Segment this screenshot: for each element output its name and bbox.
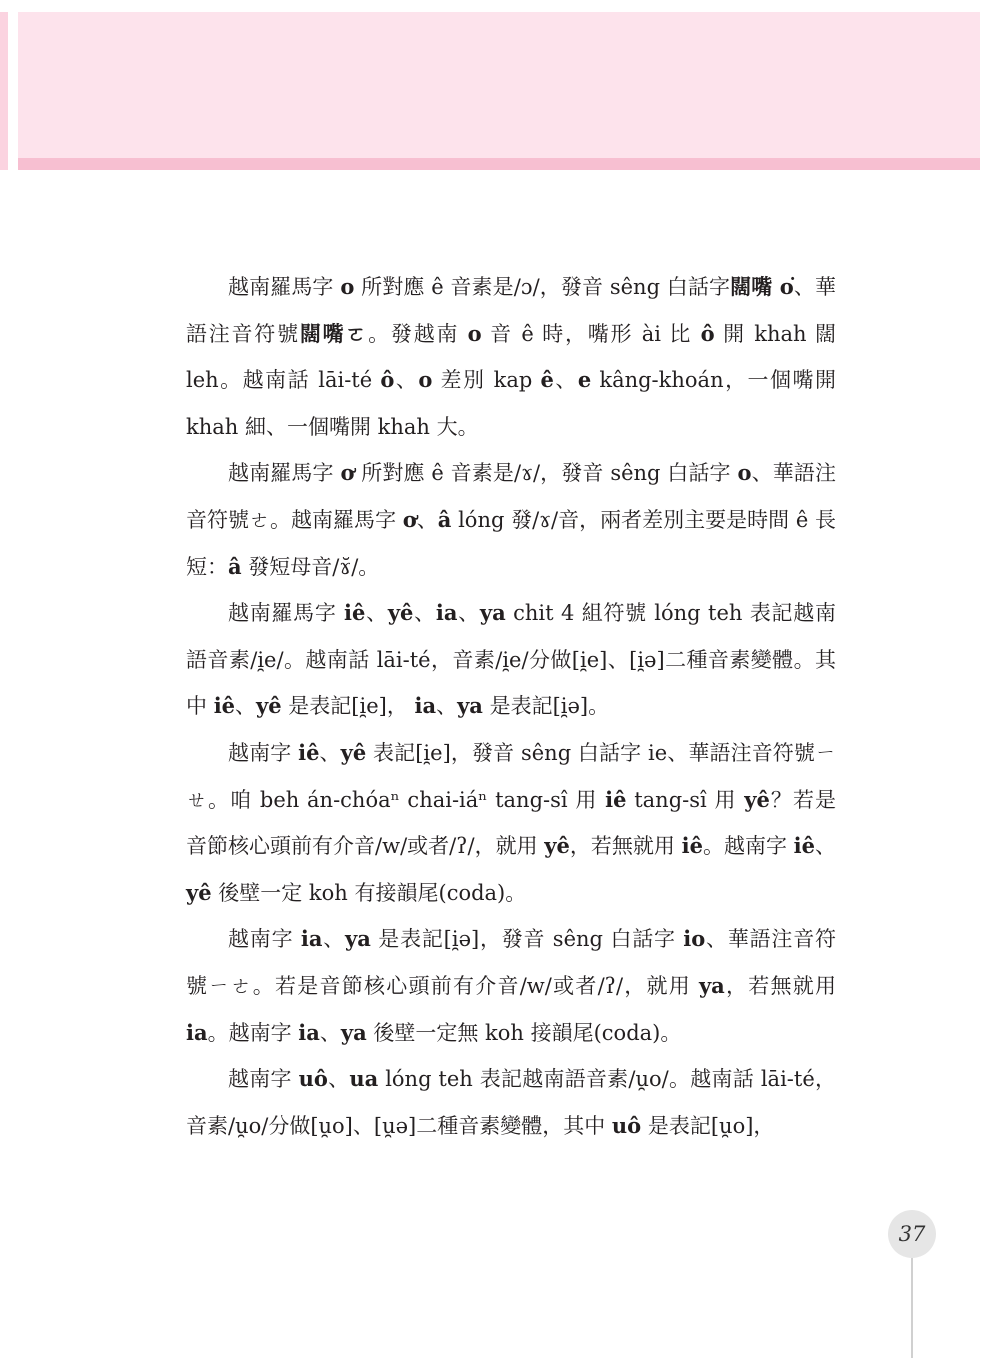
text-run: 、華語注音符號ㄜ。越南羅馬字 — [186, 461, 836, 532]
bold-term: 闊嘴ㄛ — [299, 320, 369, 346]
text-run: 是表記[u̯o]， — [641, 1113, 775, 1138]
text-run: 越南字 — [228, 740, 299, 765]
bold-term: ô — [700, 320, 715, 346]
paragraph — [186, 1056, 836, 1149]
text-run: 開 khah 闊 leh。越南話 lāi-té — [186, 321, 837, 393]
text-run: 所對應 ê 音素是/ɤ/，發音 sêng 白話字 — [354, 461, 738, 486]
bold-term: yê — [340, 739, 367, 765]
text-run: tang-sî 用 — [626, 787, 745, 812]
text-run: 越南羅馬字 — [228, 275, 341, 299]
bold-term: yê — [256, 693, 282, 719]
bold-term: iê — [298, 739, 320, 765]
bold-term: iê — [213, 693, 236, 719]
header-rule — [18, 158, 980, 170]
text-run: 、 — [814, 834, 836, 859]
bold-term: iê — [681, 833, 703, 859]
text-run: lóng 發/ɤ/音，兩者差別主要是時間 ê 長短： — [186, 507, 836, 579]
bold-term: iê — [793, 833, 815, 859]
text-run: 後壁一定 koh 有接韻尾(coda)。 — [211, 880, 527, 905]
text-run: 、華語注音符號 — [186, 275, 836, 346]
bold-term: yê — [387, 600, 414, 626]
text-run: ？若是音節核心頭前有介音/w/或者/ʔ/，就用 — [186, 787, 837, 859]
text-run: 表記[i̯e]，發音 sêng 白話字 ie、華語注音符號ㄧㄝ。咱 beh án-chóaⁿ chai-iáⁿ tang-sî 用 — [186, 740, 837, 812]
page-number-badge — [888, 1210, 936, 1258]
paragraph — [186, 450, 836, 590]
text-run: ，若無就用 — [724, 973, 836, 998]
bold-term: ia — [298, 1019, 320, 1045]
text-run: 差別 kap — [432, 368, 541, 393]
text-run: 、 — [436, 694, 458, 719]
text-run: 是表記[i̯e]， — [281, 694, 415, 719]
text-run: 是表記[i̯ə]。 — [482, 694, 610, 719]
bold-term: o — [340, 274, 355, 299]
header-edge-bar — [0, 12, 8, 170]
paragraph — [186, 916, 836, 1056]
page-number-line — [911, 1258, 913, 1358]
bold-term: ia — [414, 693, 437, 719]
text-run: 、 — [413, 601, 436, 626]
text-run: 、 — [319, 1020, 341, 1045]
bold-term: uô — [298, 1066, 328, 1092]
bold-term: yê — [186, 879, 212, 905]
paragraph — [186, 264, 836, 450]
text-run: 、 — [365, 601, 388, 626]
text-run: 。越南字 — [702, 834, 794, 859]
bold-term: ya — [479, 600, 506, 626]
bold-term: ia — [186, 1019, 208, 1045]
text-run: chit 4 組符號 lóng teh 表記越南語音素/i̯e/。越南話 lāi-té，音素/i̯e/分做[i̯e]、[i̯ə]二種音素變體。其中 — [186, 601, 836, 719]
text-run: 。越南字 — [207, 1020, 299, 1045]
bold-term: e — [577, 367, 592, 393]
body-text — [186, 264, 836, 1149]
text-run: kâng-khoán，一個嘴開 khah 細、一個嘴開 khah 大。 — [186, 368, 837, 439]
text-run: 越南羅馬字 — [228, 461, 341, 486]
bold-term: ia — [300, 926, 323, 952]
text-run: 、 — [322, 927, 346, 952]
bold-term: o — [418, 367, 433, 393]
paragraph — [186, 730, 836, 916]
bold-term: â — [437, 506, 452, 532]
text-run: 、華語注音符號ㄧㄜ。若是音節核心頭前有介音/w/或者/ʔ/，就用 — [186, 927, 836, 998]
text-run: 越南字 — [228, 1067, 299, 1092]
bold-term: ia — [435, 600, 458, 626]
text-run: 、 — [457, 601, 480, 626]
bold-term: ô — [380, 367, 395, 393]
bold-term: yê — [744, 786, 770, 812]
text-run: 。發越南 — [368, 321, 468, 346]
bold-term: ê — [540, 367, 554, 393]
page-number: 37 — [898, 1222, 926, 1246]
bold-term: iê — [605, 786, 627, 812]
bold-term: iê — [344, 600, 366, 626]
paragraph — [186, 590, 836, 730]
bold-term: io — [683, 926, 706, 952]
text-run: 、 — [319, 740, 341, 765]
header-band — [18, 12, 980, 158]
bold-term: o — [737, 460, 752, 486]
text-run: 後壁一定無 koh 接韻尾(coda)。 — [366, 1020, 682, 1045]
text-run: 音 ê 時，嘴形 ài 比 — [481, 321, 701, 346]
bold-term: yê — [544, 833, 570, 859]
text-run: 、 — [327, 1067, 350, 1092]
text-run: 、 — [553, 368, 578, 393]
text-run: 、 — [416, 507, 438, 532]
text-run: 越南字 — [228, 927, 301, 952]
bold-term: ya — [457, 693, 483, 719]
bold-term: ua — [349, 1066, 379, 1092]
text-run: 是表記[i̯ə]，發音 sêng 白話字 — [370, 927, 684, 952]
bold-term: ya — [340, 1019, 367, 1045]
text-run: 所對應 ê 音素是/ɔ/，發音 sêng 白話字 — [354, 275, 731, 299]
text-run: 越南羅馬字 — [228, 601, 345, 626]
bold-term: â — [228, 553, 242, 579]
text-run: 、 — [394, 368, 419, 393]
text-run: lóng teh 表記越南語音素/u̯o/。越南話 lāi-té，音素/u̯o/分做[u̯o]、[u̯ə]二種音素變體，其中 — [186, 1067, 836, 1138]
text-run: 、 — [235, 694, 257, 719]
bold-term: ơ — [402, 506, 417, 532]
text-run: ，若無就用 — [569, 834, 682, 859]
bold-term: ya — [698, 972, 725, 998]
bold-term: o — [467, 320, 482, 346]
bold-term: uô — [611, 1112, 642, 1138]
bold-term: ya — [345, 926, 371, 952]
text-run: 發短母音/ɤ̆/。 — [241, 554, 380, 579]
bold-term: ơ — [340, 460, 355, 486]
bold-term: 闊嘴 o͘ — [730, 274, 794, 299]
